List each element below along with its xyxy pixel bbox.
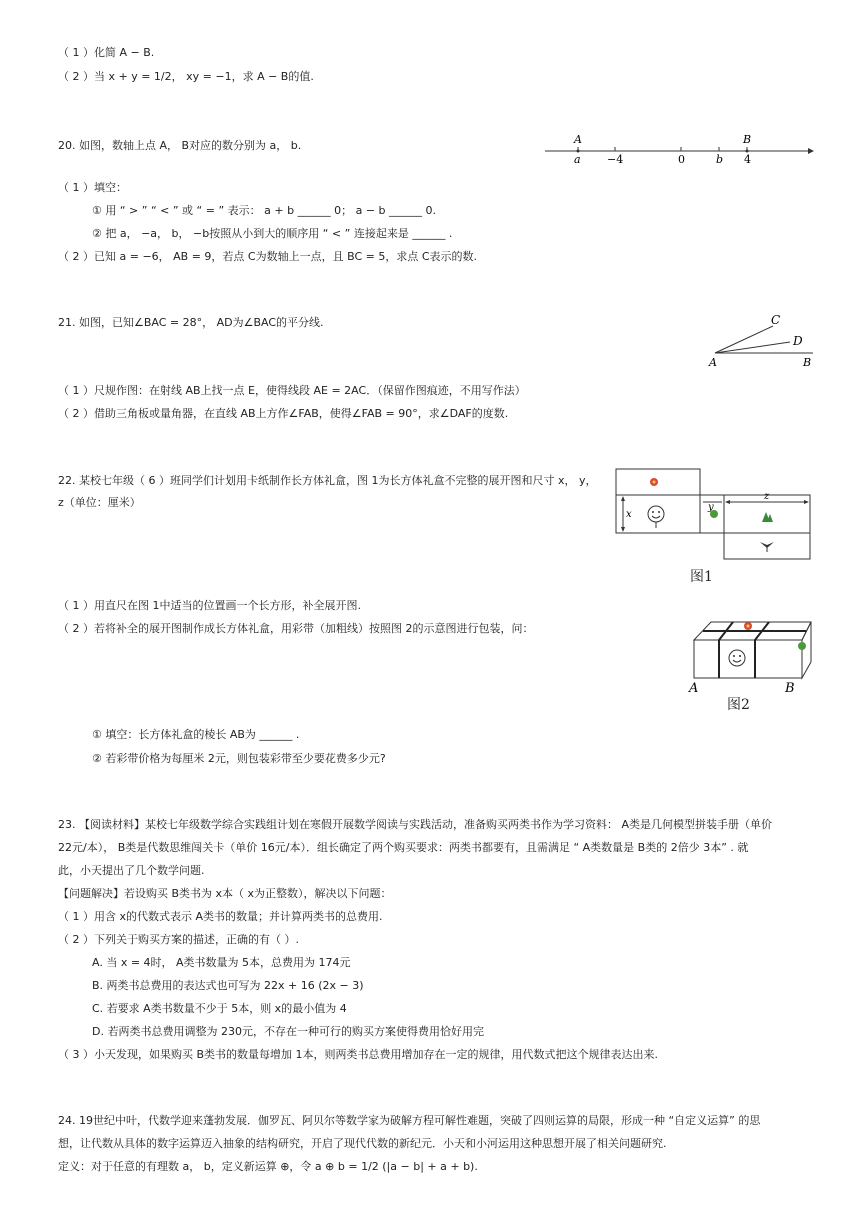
q20-part2: （ 2 ）已知 a = −6， AB = 9，若点 C为数轴上一点，且 BC = 5，求点 C表示的数. <box>58 250 478 263</box>
q23-option-a: A. 当 x = 4时， A类书数量为 5本，总费用为 174元 <box>92 956 351 969</box>
dim-x-label: x <box>626 509 632 520</box>
value-a-label: a <box>574 153 581 166</box>
q24-definition: 定义：对于任意的有理数 a， b，定义新运算 ⊕，令 a ⊕ b = 1/2 (|a − b| + a + b). <box>58 1160 478 1173</box>
fig21-label-B: B <box>803 356 812 369</box>
dim-y-label: y <box>708 502 714 513</box>
q22-stem-line1: 22. 某校七年级（ 6 ）班同学们计划用卡纸制作长方体礼盒，图 1为长方体礼盒不完整的展开图和尺寸 x， y， <box>58 474 597 487</box>
leaf-icon <box>798 642 806 650</box>
q22-sub2: ② 若彩带价格为每厘米 2元，则包装彩带至少要花费多少元? <box>92 752 386 765</box>
value-b-label: b <box>716 153 724 166</box>
number-line-figure <box>540 132 815 166</box>
q24-line2: 想，让代数从具体的数字运算迈入抽象的结构研究，开启了现代代数的新纪元．小天和小河运用这种思想开展了相关问题研究. <box>58 1137 667 1150</box>
q23-line2: 22元/本）， B类是代数思维闯关卡（单价 16元/本）．组长确定了两个购买要求：两类书都要有，且需满足 “ A类数量是 B类的 2倍少 3本” . 就 <box>58 841 749 854</box>
tick-4-label: 4 <box>744 153 751 166</box>
box-net-figure <box>612 466 812 562</box>
point-a-label: A <box>574 133 582 146</box>
point-b-label: B <box>743 133 752 146</box>
q23-option-c: C. 若要求 A类书数量不少于 5本，则 x的最小值为 4 <box>92 1002 347 1015</box>
dim-z-label: z <box>764 491 770 502</box>
q23-part3: （ 3 ）小天发现，如果购买 B类书的数量每增加 1本，则两类书总费用增加存在一定的规律，用代数式把这个规律表达出来. <box>58 1048 659 1061</box>
fig21-label-A: A <box>709 356 717 369</box>
q21-part1: （ 1 ）尺规作图：在射线 AB上找一点 E，使得线段 AE = 2AC．（保留作图痕迹，不用写作法） <box>58 384 526 397</box>
q20-sub2: ② 把 a， −a， b， −b按照从小到大的顺序用 “ < ” 连接起来是 ______ . <box>92 227 453 240</box>
q20-fill-heading: （ 1 ）填空： <box>58 181 127 194</box>
figure1-caption: 图1 <box>690 569 713 585</box>
q22-sub1: ① 填空：长方体礼盒的棱长 AB为 ______ . <box>92 728 300 741</box>
q20-sub1: ① 用 “ > ” “ < ” 或 “ = ” 表示： a + b ______ 0； a − b ______ 0. <box>92 204 437 217</box>
smiley-face-icon <box>729 650 745 666</box>
q23-option-d: D. 若两类书总费用调整为 230元，不存在一种可行的购买方案使得费用恰好用完 <box>92 1025 484 1038</box>
fig21-label-D: D <box>793 334 803 348</box>
q19-part2: （ 2 ）当 x + y = 1/2， xy = −1，求 A − B的值. <box>58 70 314 83</box>
q21-part2: （ 2 ）借助三角板或量角器，在直线 AB上方作∠FAB，使得∠FAB = 90°，求∠DAF的度数. <box>58 407 509 420</box>
fig21-label-C: C <box>771 313 781 327</box>
q20-stem: 20. 如图，数轴上点 A， B对应的数分别为 a， b. <box>58 139 302 152</box>
fig2-label-B: B <box>785 681 795 696</box>
q23-part1: （ 1 ）用含 x的代数式表示 A类书的数量；并计算两类书的总费用. <box>58 910 383 923</box>
figure2-caption: 图2 <box>727 697 750 713</box>
q23-line1: 23. 【阅读材料】某校七年级数学综合实践组计划在寒假开展数学阅读与实践活动，准备购买两类书作为学习资料： A类是几何模型拼装手册（单价 <box>58 818 773 831</box>
q21-stem: 21. 如图，已知∠BAC = 28°， AD为∠BAC的平分线. <box>58 316 324 329</box>
smiley-face-icon <box>648 506 664 522</box>
q23-line4: 【问题解决】若设购买 B类书为 x本（ x为正整数），解决以下问题： <box>58 887 392 900</box>
q22-stem-line2: z（单位：厘米） <box>58 496 141 509</box>
q23-part2: （ 2 ）下列关于购买方案的描述，正确的有（ ）. <box>58 933 299 946</box>
q23-line3: 此，小天提出了几个数学问题. <box>58 864 205 877</box>
q22-part2: （ 2 ）若将补全的展开图制作成长方体礼盒，用彩带（加粗线）按照图 2的示意图进行包装，问： <box>58 622 534 635</box>
q24-line1: 24. 19世纪中叶，代数学迎来蓬勃发展．伽罗瓦、阿贝尔等数学家为破解方程可解性难题，突破了四则运算的局限，形成一种 “自定义运算” 的思 <box>58 1114 761 1127</box>
q23-option-b: B. 两类书总费用的表达式也可写为 22x + 16 (2x − 3) <box>92 979 364 992</box>
fig2-label-A: A <box>689 681 699 696</box>
angle-figure <box>705 310 817 370</box>
tick-minus4-label: −4 <box>607 153 624 166</box>
tick-zero-label: 0 <box>678 153 685 166</box>
wrapped-box-figure <box>685 610 815 696</box>
q22-part1: （ 1 ）用直尺在图 1中适当的位置画一个长方形，补全展开图. <box>58 599 361 612</box>
q19-part1: （ 1 ）化简 A − B. <box>58 46 155 59</box>
